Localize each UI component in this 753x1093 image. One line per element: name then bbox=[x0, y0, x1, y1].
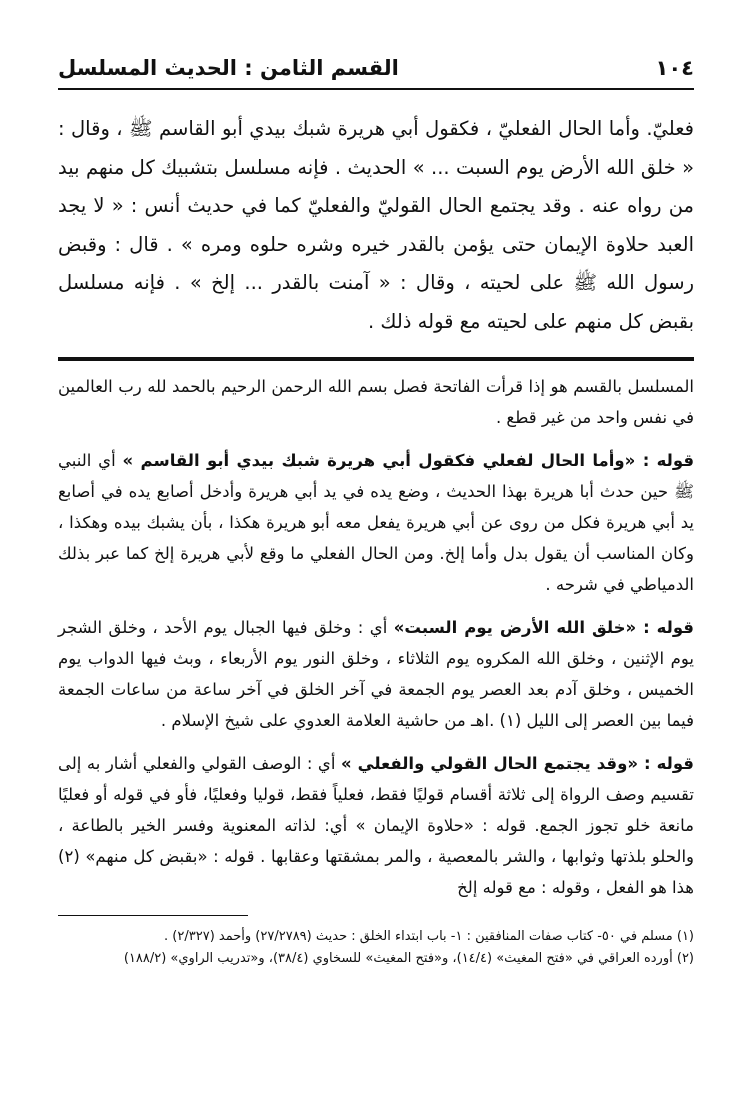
page-header bbox=[58, 52, 694, 90]
footnotes bbox=[58, 926, 694, 970]
commentary-keyword: قوله : «وقد يجتمع الحال القولي والفعلي » bbox=[340, 754, 694, 773]
commentary-text: أي : وخلق فيها الجبال يوم الأحد ، وخلق الشجر يوم الإثنين ، وخلق الله المكروه يوم الثلاثاء ، وخلق النور يوم الأربعاء ، وبث فيها الدواب يوم الخميس ، وخلق آدم بعد العصر يوم الجمعة في آخر الخلق في آخر ساعة من ساعات الجمعة فيما بين العصر إلى الليل (١) .اهـ من حاشية العلامة العدوي على شيخ الإسلام . bbox=[58, 618, 694, 730]
commentary-paragraph bbox=[58, 612, 694, 736]
commentary-paragraph bbox=[58, 445, 694, 600]
commentary-keyword: قوله : «وأما الحال لفعلي فكقول أبي هريرة شبك بيدي أبو القاسم » bbox=[122, 451, 695, 470]
section-divider bbox=[58, 357, 694, 361]
main-paragraph: فعليّ. وأما الحال الفعليّ ، فكقول أبي هريرة شبك بيدي أبو القاسم ﷺ ، وقال : « خلق الله الأرض يوم السبت ... » الحديث . فإنه مسلسل بتشبيك كل منهم بيد من رواه عنه . وقد يجتمع الحال القوليّ والفعليّ كما في حديث أنس : « لا يجد العبد حلاوة الإيمان حتى يؤمن بالقدر خيره وشره حلوه ومره » . قال : وقبض رسول الله ﷺ على لحيته ، وقال : « آمنت بالقدر ... إلخ » . فإنه مسلسل بقبض كل منهم على لحيته مع قوله ذلك . bbox=[58, 117, 694, 333]
footnote-divider bbox=[58, 915, 248, 916]
page bbox=[58, 52, 694, 970]
commentary-keyword: قوله : «خلق الله الأرض يوم السبت» bbox=[393, 618, 694, 637]
main-text bbox=[58, 110, 694, 341]
footnote: (٢) أورده العراقي في «فتح المغيث» (١٤/٤)، و«فتح المغيث» للسخاوي (٣٨/٤)، و«تدريب الراوي» (١٨٨/٢) bbox=[123, 951, 694, 966]
commentary-text: أي : الوصف القولي والفعلي أشار به إلى تقسيم وصف الرواة إلى ثلاثة أقسام قوليًا فقط، فعلياً فقط، قوليا وفعليًا، فأو في قوله أو فعليًا مانعة خلو تجوز الجمع. قوله : «حلاوة الإيمان » أي: لذاته المعنوية وفسر الخير بالطاعة ، والحلو بلذتها وثوابها ، والشر بالمعصية ، والمر بمشقتها وعقابها . قوله : «بقبض كل منهم» (٢) هذا هو الفعل ، وقوله : مع قوله إلخ bbox=[58, 754, 694, 897]
commentary-text: المسلسل بالقسم هو إذا قرأت الفاتحة فصل بسم الله الرحمن الرحيم بالحمد لله رب العالمين في نفس واحد من غير قطع . bbox=[58, 377, 694, 427]
commentary-paragraph bbox=[58, 748, 694, 903]
commentary-text: أي النبي ﷺ حين حدث أبا هريرة بهذا الحديث ، وضع يده في يد أبي هريرة وأدخل أصابع يده في أصابع يد أبي هريرة فكل من روى عن أبي هريرة يفعل معه أبو هريرة هكذا ، بأن يشبك بيده وهكذا ، وكان المناسب أن يقول بدل وأما إلخ. ومن الحال الفعلي ما وقع لأبي هريرة إلخ كما عبر بذلك الدمياطي في شرحه . bbox=[58, 451, 694, 594]
page-number: ١٠٤ bbox=[655, 56, 694, 80]
commentary-paragraph bbox=[58, 371, 694, 433]
running-title: القسم الثامن : الحديث المسلسل bbox=[58, 56, 399, 80]
commentary bbox=[58, 371, 694, 903]
footnote: (١) مسلم في ٥٠- كتاب صفات المنافقين : ١- باب ابتداء الخلق : حديث (٢٧/٢٧٨٩) وأحمد (٢/٣٢٧) . bbox=[164, 929, 694, 944]
